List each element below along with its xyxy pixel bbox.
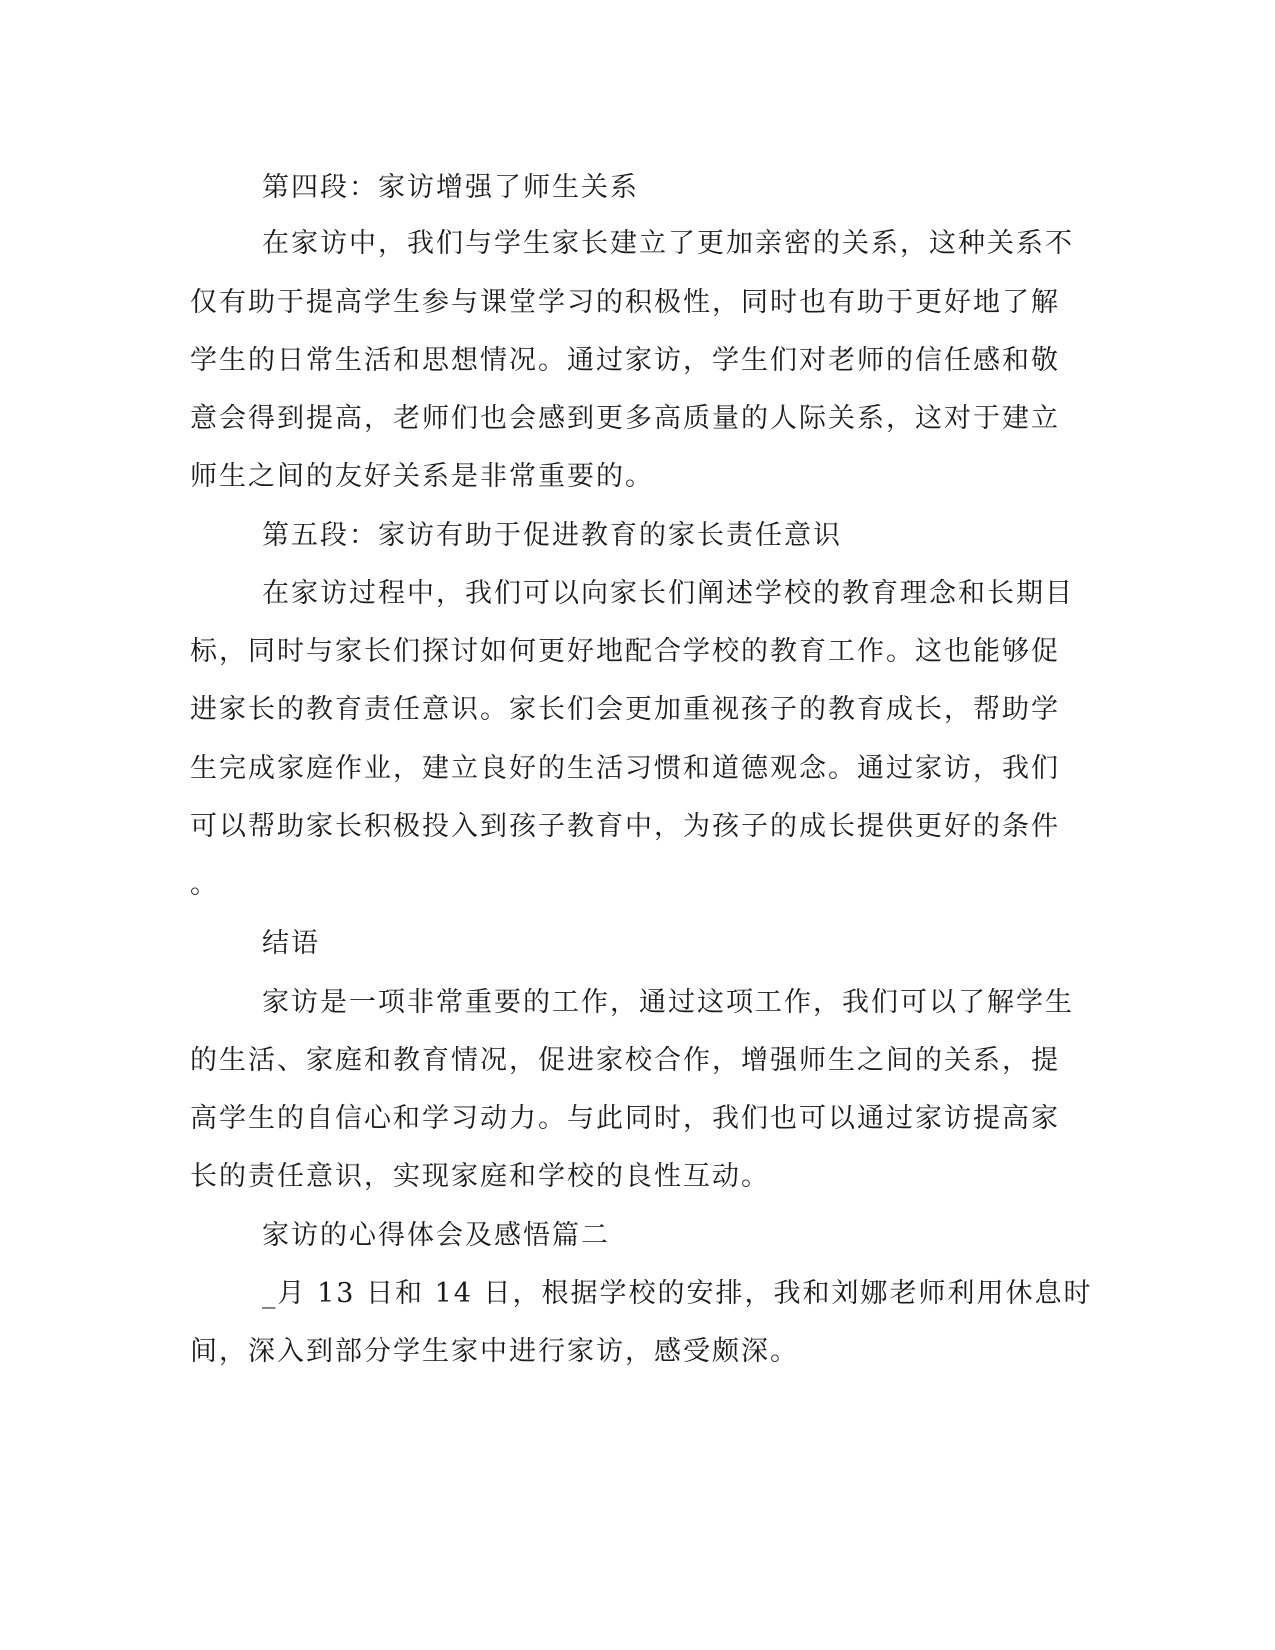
paragraph-line: 高学生的自信心和学习动力。与此同时，我们也可以通过家访提高家: [190, 1103, 1060, 1134]
paragraph-line: 间，深入到部分学生家中进行家访，感受颇深。: [190, 1336, 799, 1367]
paragraph-line: 仅有助于提高学生参与课堂学习的积极性，同时也有助于更好地了解: [190, 287, 1060, 318]
paragraph-line: 的生活、家庭和教育情况，促进家校合作，增强师生之间的关系，提: [190, 1045, 1060, 1076]
paragraph-line: 可以帮助家长积极投入到孩子教育中，为孩子的成长提供更好的条件: [190, 811, 1060, 842]
paragraph-line: 学生的日常生活和思想情况。通过家访，学生们对老师的信任感和敬: [190, 345, 1060, 376]
paragraph-line: 。: [190, 869, 219, 900]
paragraph-line: 家访是一项非常重要的工作，通过这项工作，我们可以了解学生: [262, 987, 1074, 1018]
paragraph-line: 生完成家庭作业，建立良好的生活习惯和道德观念。通过家访，我们: [190, 753, 1060, 784]
heading-section-five: 第五段：家访有助于促进教育的家长责任意识: [262, 520, 842, 551]
paragraph-line: 在家访过程中，我们可以向家长们阐述学校的教育理念和长期目: [262, 578, 1074, 609]
heading-section-four: 第四段：家访增强了师生关系: [262, 172, 639, 203]
paragraph-line: 标，同时与家长们探讨如何更好地配合学校的教育工作。这也能够促: [190, 636, 1060, 667]
paragraph-line: 意会得到提高，老师们也会感到更多高质量的人际关系，这对于建立: [190, 403, 1060, 434]
paragraph-line: _月 13 日和 14 日，根据学校的安排，我和刘娜老师利用休息时: [262, 1278, 1093, 1309]
heading-conclusion: 结语: [262, 928, 320, 959]
paragraph-line: 进家长的教育责任意识。家长们会更加重视孩子的教育成长，帮助学: [190, 694, 1060, 725]
paragraph-line: 长的责任意识，实现家庭和学校的良性互动。: [190, 1161, 770, 1192]
paragraph-line: 师生之间的友好关系是非常重要的。: [190, 461, 654, 492]
paragraph-line: 在家访中，我们与学生家长建立了更加亲密的关系，这种关系不: [262, 228, 1074, 259]
heading-part-two: 家访的心得体会及感悟篇二: [262, 1220, 610, 1251]
